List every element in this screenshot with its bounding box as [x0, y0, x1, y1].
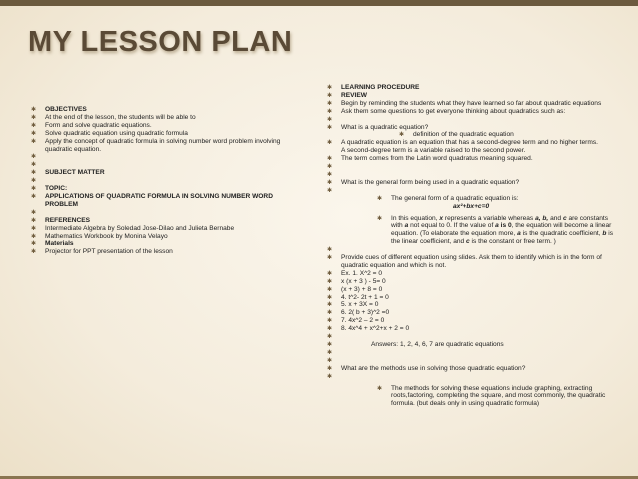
example-item: Ex. 1. X^2 = 0	[341, 269, 383, 277]
list-item	[327, 317, 625, 325]
explain-var: b	[602, 230, 607, 238]
review-heading: REVIEW	[341, 91, 368, 99]
bullet-icon: ✱	[327, 364, 333, 372]
list-item	[327, 124, 625, 132]
list-item	[327, 163, 625, 171]
explain-text: represents a variable whereas	[443, 214, 536, 222]
list-item	[327, 215, 625, 247]
list-item	[327, 187, 625, 195]
objective-item: Form and solve quadratic equations.	[45, 121, 152, 129]
bullet-icon: ✱	[327, 356, 333, 364]
list-item	[327, 84, 625, 92]
bullet-icon: ✱	[31, 248, 37, 256]
list-item	[31, 153, 303, 161]
bullet-icon: ✱	[327, 254, 333, 262]
list-item	[327, 92, 625, 100]
explain-text: is the quadratic coefficient,	[520, 230, 603, 238]
list-item	[327, 139, 625, 155]
bullet-icon: ✱	[31, 240, 37, 248]
bullet-icon: ✱	[327, 293, 333, 301]
explain-text: is 0	[498, 222, 512, 230]
bullet-icon: ✱	[31, 216, 37, 224]
bullet-icon: ✱	[31, 121, 37, 129]
list-item	[327, 116, 625, 124]
list-item	[327, 179, 625, 187]
explain-var: c	[562, 214, 567, 222]
slides-task: Provide cues of different equation using slides. Ask them to identify which is in the form of quadratic equation and which is not.	[341, 254, 602, 269]
list-item	[31, 106, 303, 114]
list-item	[327, 333, 625, 341]
list-item	[327, 294, 625, 302]
example-item: x (x + 3 ) - 5= 0	[341, 277, 386, 285]
bullet-icon: ✱	[327, 178, 333, 186]
bullet-icon: ✱	[31, 113, 37, 121]
example-item: (x + 3) + 8 = 0	[341, 285, 383, 293]
explain-text: , the equation will become a linear equation. (To elaborate the equation more,	[391, 222, 612, 238]
right-column	[327, 84, 625, 408]
bullet-icon: ✱	[31, 208, 37, 216]
objectives-heading: OBJECTIVES	[45, 106, 87, 113]
bullet-icon: ✱	[327, 155, 333, 163]
reference-item: Mathematics Workbook by Monina Velayo	[45, 232, 168, 240]
list-item	[327, 100, 625, 108]
bullet-icon: ✱	[327, 269, 333, 277]
list-item	[327, 349, 625, 357]
bullet-icon: ✱	[327, 317, 333, 325]
bullet-icon: ✱	[327, 186, 333, 194]
question-1-sub: definition of the quadratic equation	[413, 131, 514, 139]
general-form: ax²+bx+c=0	[453, 202, 490, 210]
explain-text: is the linear coefficient, and	[391, 230, 614, 246]
bullet-icon: ✱	[327, 277, 333, 285]
bullet-icon: ✱	[327, 301, 333, 309]
bullet-icon: ✱	[31, 232, 37, 240]
example-item: 7. 4x^2 – 2 = 0	[341, 317, 385, 325]
bullet-icon: ✱	[31, 192, 37, 200]
bullet-icon: ✱	[327, 325, 333, 333]
left-column	[31, 106, 303, 256]
example-item: 8. 4x^4 + x^2+x + 2 = 0	[341, 325, 410, 333]
list-item	[327, 357, 625, 365]
example-item: 4. t^2- 2t + 1 = 0	[341, 293, 389, 301]
explain-var: a	[495, 222, 499, 230]
answer-1b: A second-degree term is a variable raised to the second power.	[341, 147, 526, 155]
bullet-icon: ✱	[327, 372, 333, 380]
list-item	[31, 114, 303, 122]
explain-var: x	[439, 214, 444, 222]
bullet-icon: ✱	[31, 153, 37, 161]
list-item	[31, 138, 303, 154]
answer-1c: The term comes from the Latin word quadratus meaning squared.	[341, 155, 533, 163]
list-item	[31, 169, 303, 177]
general-form-label: The general form of a quadratic equation is:	[391, 194, 519, 202]
list-item	[31, 233, 303, 241]
list-item	[327, 246, 625, 254]
list-item	[31, 240, 303, 248]
list-item	[31, 225, 303, 233]
bullet-icon: ✱	[31, 137, 37, 145]
explain-text: is the constant or free term. )	[469, 238, 556, 246]
slide-title: MY LESSON PLAN	[28, 26, 293, 58]
bullet-icon: ✱	[31, 224, 37, 232]
list-item	[327, 309, 625, 317]
bullet-icon: ✱	[31, 185, 37, 193]
list-item	[327, 286, 625, 294]
topic-heading: TOPIC:	[45, 185, 68, 193]
list-item	[327, 254, 625, 270]
list-item	[327, 385, 625, 409]
explain-var: a	[404, 222, 409, 230]
bullet-icon: ✱	[327, 285, 333, 293]
bullet-icon: ✱	[327, 107, 333, 115]
list-item	[31, 130, 303, 138]
list-item	[31, 193, 303, 209]
explain-var: a	[517, 230, 521, 238]
question-3: What are the methods use in solving those quadratic equation?	[341, 364, 526, 372]
list-item	[327, 341, 625, 349]
list-item	[327, 278, 625, 286]
bullet-icon: ✱	[327, 99, 333, 107]
bullet-icon: ✱	[327, 246, 333, 254]
question-1: What is a quadratic equation?	[341, 123, 429, 131]
example-item: 6. 2( b + 3)^2 =0	[341, 309, 390, 317]
objective-intro: At the end of the lesson, the students will be able to	[45, 113, 196, 121]
explain-var: c	[466, 238, 470, 246]
bullet-icon: ✱	[327, 163, 333, 171]
bullet-icon: ✱	[377, 384, 383, 392]
top-bar	[0, 0, 638, 6]
explain-text: not equal to 0. If the value of	[408, 222, 496, 230]
topic-text: APPLICATIONS OF QUADRATIC FORMULA IN SOLVING NUMBER WORD PROBLEM	[45, 192, 273, 208]
list-item	[31, 122, 303, 130]
list-item	[327, 171, 625, 179]
bullet-icon: ✱	[327, 139, 333, 147]
list-item	[327, 195, 625, 211]
ask-questions: Ask them some questions to get everyone thinking about quadratics such as:	[341, 107, 566, 115]
bullet-icon: ✱	[327, 309, 333, 317]
answer-1: A quadratic equation is an equation that has a second-degree term and no higher terms.	[341, 139, 598, 147]
reference-item: Intermediate Algebra by Soledad Jose-Dilao and Julieta Bernabe	[45, 224, 235, 232]
bullet-icon: ✱	[327, 123, 333, 131]
list-item	[327, 270, 625, 278]
list-item	[327, 155, 625, 163]
explain-text: and	[548, 214, 563, 222]
materials-text: Projector for PPT presentation of the lesson	[45, 248, 173, 256]
list-item	[31, 217, 303, 225]
list-item	[327, 325, 625, 333]
bullet-icon: ✱	[377, 194, 383, 202]
bullet-icon: ✱	[31, 106, 37, 113]
list-item	[327, 108, 625, 116]
list-item	[31, 177, 303, 185]
bullet-icon: ✱	[399, 131, 405, 139]
answers-text: Answers: 1, 2, 4, 6, 7 are quadratic equations	[371, 341, 504, 348]
bullet-icon: ✱	[31, 177, 37, 185]
list-item	[327, 131, 625, 139]
explain-var: a, b,	[535, 214, 549, 222]
explain-text: are constants with	[391, 214, 609, 230]
bullet-icon: ✱	[327, 333, 333, 341]
list-item	[327, 365, 625, 373]
methods-text: The methods for solving these equations include graphing, extracting roots,factoring, completing the square, and most commonly, the quadratic formula. (but deals only in using quadratic formula)	[391, 384, 606, 408]
list-item	[31, 209, 303, 217]
objective-item: Apply the concept of quadratic formula in solving number word problem involving quadratic equation.	[45, 137, 281, 153]
bullet-icon: ✱	[377, 214, 383, 222]
objective-item: Solve quadratic equation using quadratic formula	[45, 129, 188, 137]
list-item	[31, 185, 303, 193]
bullet-icon: ✱	[327, 170, 333, 178]
review-intro: Begin by reminding the students what they have learned so far about quadratic equations	[341, 99, 602, 107]
bullet-icon: ✱	[327, 348, 333, 356]
bullet-icon: ✱	[31, 129, 37, 137]
subject-heading: SUBJECT MATTER	[45, 169, 105, 177]
bullet-icon: ✱	[327, 115, 333, 123]
explain-text: In this equation,	[391, 214, 440, 222]
bullet-icon: ✱	[31, 161, 37, 169]
bullet-icon: ✱	[327, 341, 333, 348]
references-heading: REFERENCES	[45, 216, 91, 224]
list-item	[327, 301, 625, 309]
materials-heading: Materials	[45, 240, 74, 248]
procedure-heading: LEARNING PROCEDURE	[341, 84, 420, 91]
bullet-icon: ✱	[327, 84, 333, 91]
bullet-icon: ✱	[327, 91, 333, 99]
bullet-icon: ✱	[31, 169, 37, 177]
example-item: 5. x + 3X = 0	[341, 301, 379, 309]
question-2: What is the general form being used in a quadratic equation?	[341, 178, 520, 186]
list-item	[31, 248, 303, 256]
list-item	[327, 373, 625, 381]
list-item	[31, 161, 303, 169]
